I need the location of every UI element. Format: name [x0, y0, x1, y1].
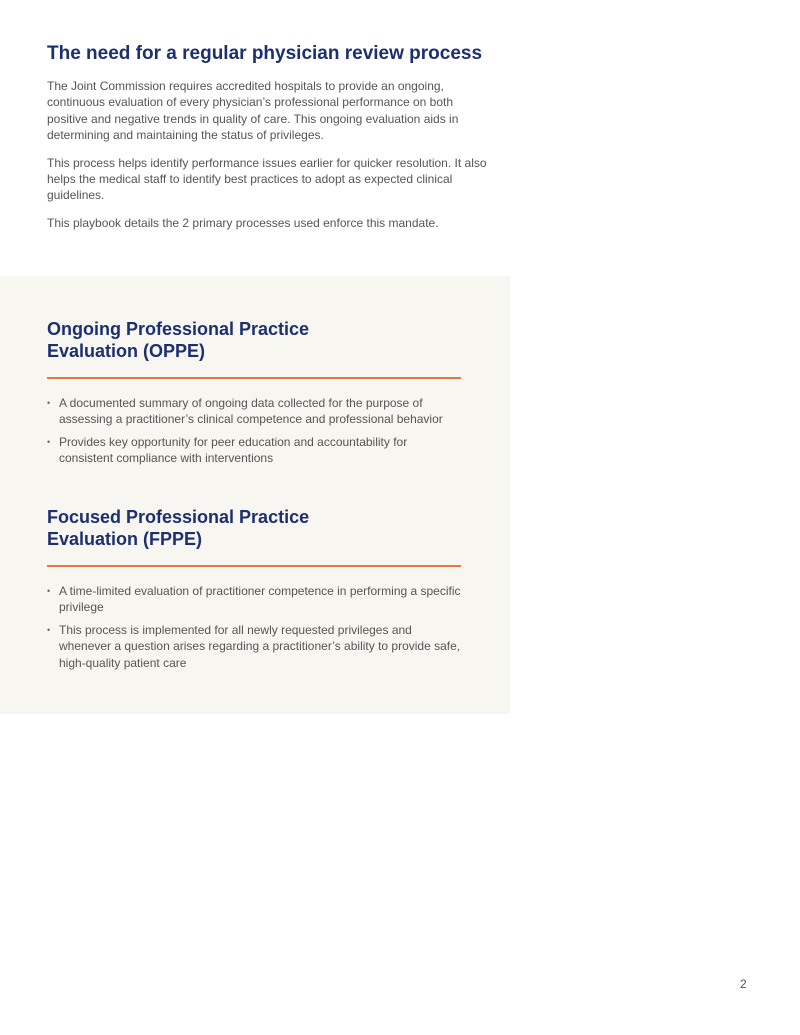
oppe-divider [47, 377, 461, 379]
list-item [47, 583, 461, 616]
intro-paragraph-1: The Joint Commission requires accredited hospitals to provide an ongoing, continuous evaluation of every physician’s professional performance on both positive and negative trends in quality of care. This ongoing evaluation aids in determining and maintaining the status of privileges. [47, 79, 459, 143]
oppe-heading: Ongoing Professional Practice Evaluation (OPPE) [47, 319, 310, 361]
page-title: The need for a regular physician review process [47, 43, 483, 64]
list-item [47, 395, 461, 428]
bullet-icon: • [47, 398, 51, 408]
list-item-text: This process is implemented for all newly requested privileges and whenever a question arises regarding a practitioner’s ability to provide safe, high-quality patient care [59, 622, 461, 670]
list-item-text: Provides key opportunity for peer education and accountability for consistent compliance with interventions [59, 434, 408, 466]
list-item-text: A time-limited evaluation of practitioner competence in performing a specific privilege [59, 584, 461, 615]
bullet-icon: • [47, 586, 51, 596]
list-item [47, 434, 461, 467]
oppe-bullet-list [47, 395, 461, 467]
list-item-text: A documented summary of ongoing data collected for the purpose of assessing a practitioner’s clinical competence and professional behavior [59, 396, 443, 427]
page-number: 2 [740, 977, 747, 991]
fppe-heading: Focused Professional Practice Evaluation (FPPE) [47, 507, 310, 549]
intro-section [47, 40, 487, 242]
bullet-icon: • [47, 624, 51, 635]
oppe-section [47, 318, 461, 473]
bullet-icon: • [47, 436, 51, 447]
list-item [47, 622, 461, 671]
fppe-divider [47, 565, 461, 567]
intro-paragraph-3: This playbook details the 2 primary processes used enforce this mandate. [47, 215, 439, 230]
evaluation-panel [0, 276, 510, 714]
fppe-section [47, 506, 461, 677]
fppe-bullet-list [47, 583, 461, 671]
intro-paragraph-2: This process helps identify performance issues earlier for quicker resolution. It also helps the medical staff to identify best practices to adopt as expected clinical guidelines. [47, 155, 487, 203]
